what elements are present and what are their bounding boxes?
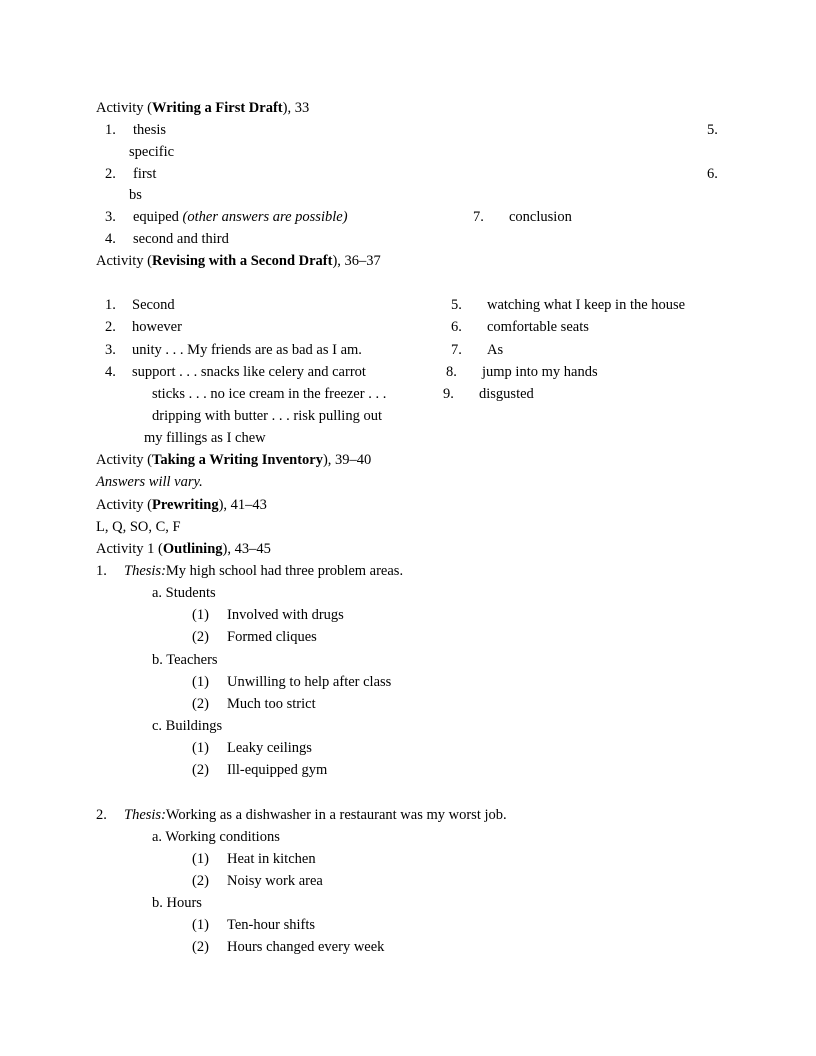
thesis-label: Thesis: xyxy=(124,807,166,823)
item-number: 3. xyxy=(105,209,116,225)
item-number: 8. xyxy=(446,364,457,380)
item-answer: however xyxy=(132,319,182,335)
item-answer: equiped (other answers are possible) xyxy=(133,209,348,225)
detail-text: Involved with drugs xyxy=(227,607,344,623)
detail-number: (2) xyxy=(192,873,209,889)
item-answer: Second xyxy=(132,297,175,313)
item-number: 1. xyxy=(105,297,116,313)
heading-inventory: Activity (Taking a Writing Inventory), 39–40 xyxy=(96,452,372,468)
detail-number: (2) xyxy=(192,629,209,645)
item-answer: bs xyxy=(129,187,142,203)
detail-text: Hours changed every week xyxy=(227,939,385,955)
outline-point: b. Hours xyxy=(152,895,202,911)
item-answer: first xyxy=(133,166,157,182)
item-continuation: dripping with butter . . . risk pulling out xyxy=(152,408,382,424)
detail-number: (1) xyxy=(192,674,209,690)
heading-pages: ), 36–37 xyxy=(332,253,381,269)
outline-point: a. Students xyxy=(152,585,216,601)
heading-first-draft: Activity (Writing a First Draft), 33 xyxy=(96,100,310,116)
heading-title: Revising with a Second Draft xyxy=(152,253,333,269)
outline-thesis: Thesis:Working as a dishwasher in a restaurant was my worst job. xyxy=(124,807,507,823)
heading-second-draft: Activity (Revising with a Second Draft), 36–37 xyxy=(96,253,381,269)
detail-text: Noisy work area xyxy=(227,873,323,889)
item-number: 6. xyxy=(707,166,718,182)
answer-text: L, Q, SO, C, F xyxy=(96,519,181,535)
detail-number: (1) xyxy=(192,740,209,756)
detail-text: Unwilling to help after class xyxy=(227,674,392,690)
item-number: 7. xyxy=(451,342,462,358)
item-answer: watching what I keep in the house xyxy=(487,297,686,313)
thesis-label: Thesis: xyxy=(124,563,166,579)
heading-prefix: Activity xyxy=(96,452,144,468)
heading-title: Prewriting xyxy=(152,497,219,513)
detail-number: (2) xyxy=(192,762,209,778)
detail-text: Formed cliques xyxy=(227,629,317,645)
detail-text: Heat in kitchen xyxy=(227,851,316,867)
item-number: 4. xyxy=(105,231,116,247)
item-number: 2. xyxy=(105,319,116,335)
item-answer: second and third xyxy=(133,231,229,247)
heading-title: Outlining xyxy=(162,541,223,557)
detail-number: (2) xyxy=(192,939,209,955)
item-number: 1. xyxy=(105,122,116,138)
heading-prefix: Activity xyxy=(96,253,144,269)
heading-prefix: Activity xyxy=(96,100,144,116)
detail-number: (1) xyxy=(192,917,209,933)
outline-thesis: Thesis:My high school had three problem areas. xyxy=(124,563,404,579)
item-number: 2. xyxy=(105,166,116,182)
heading-prefix: Activity xyxy=(96,497,144,513)
item-answer: comfortable seats xyxy=(487,319,589,335)
detail-text: Leaky ceilings xyxy=(227,740,312,756)
heading-title: Taking a Writing Inventory xyxy=(152,452,323,468)
outline-point: b. Teachers xyxy=(152,652,218,668)
outline-point: c. Buildings xyxy=(152,718,223,734)
heading-pages: ), 33 xyxy=(282,100,310,116)
outline-number: 2. xyxy=(96,807,107,823)
detail-text: Ill-equipped gym xyxy=(227,762,328,778)
heading-prefix: Activity 1 xyxy=(96,541,155,557)
item-number: 5. xyxy=(707,122,718,138)
detail-text: Much too strict xyxy=(227,696,316,712)
item-number: 6. xyxy=(451,319,462,335)
item-answer: As xyxy=(487,342,504,358)
item-number: 7. xyxy=(473,209,484,225)
item-number: 3. xyxy=(105,342,116,358)
item-answer: support . . . snacks like celery and carrot xyxy=(132,364,366,380)
detail-number: (1) xyxy=(192,851,209,867)
heading-title: Writing a First Draft xyxy=(152,100,283,116)
detail-number: (1) xyxy=(192,607,209,623)
answer-text: Answers will vary. xyxy=(96,474,203,490)
item-continuation: my fillings as I chew xyxy=(144,430,266,446)
item-number: 5. xyxy=(451,297,462,313)
outline-point: a. Working conditions xyxy=(152,829,280,845)
detail-text: Ten-hour shifts xyxy=(227,917,315,933)
item-number: 9. xyxy=(443,386,454,402)
heading-prewriting: Activity (Prewriting), 41–43 xyxy=(96,497,267,513)
item-answer: specific xyxy=(129,144,175,160)
item-continuation: sticks . . . no ice cream in the freezer . . . xyxy=(152,386,387,402)
heading-pages: ), 39–40 xyxy=(322,452,372,468)
item-answer: jump into my hands xyxy=(482,364,598,380)
item-number: 4. xyxy=(105,364,116,380)
heading-outlining: Activity 1 (Outlining), 43–45 xyxy=(96,541,271,557)
item-answer: unity . . . My friends are as bad as I am. xyxy=(132,342,362,358)
detail-number: (2) xyxy=(192,696,209,712)
item-answer: disgusted xyxy=(479,386,534,402)
item-answer: conclusion xyxy=(509,209,572,225)
outline-number: 1. xyxy=(96,563,107,579)
item-note: (other answers are possible) xyxy=(182,209,348,225)
heading-pages: ), 41–43 xyxy=(218,497,267,513)
heading-pages: ), 43–45 xyxy=(222,541,271,557)
item-answer: thesis xyxy=(133,122,167,138)
